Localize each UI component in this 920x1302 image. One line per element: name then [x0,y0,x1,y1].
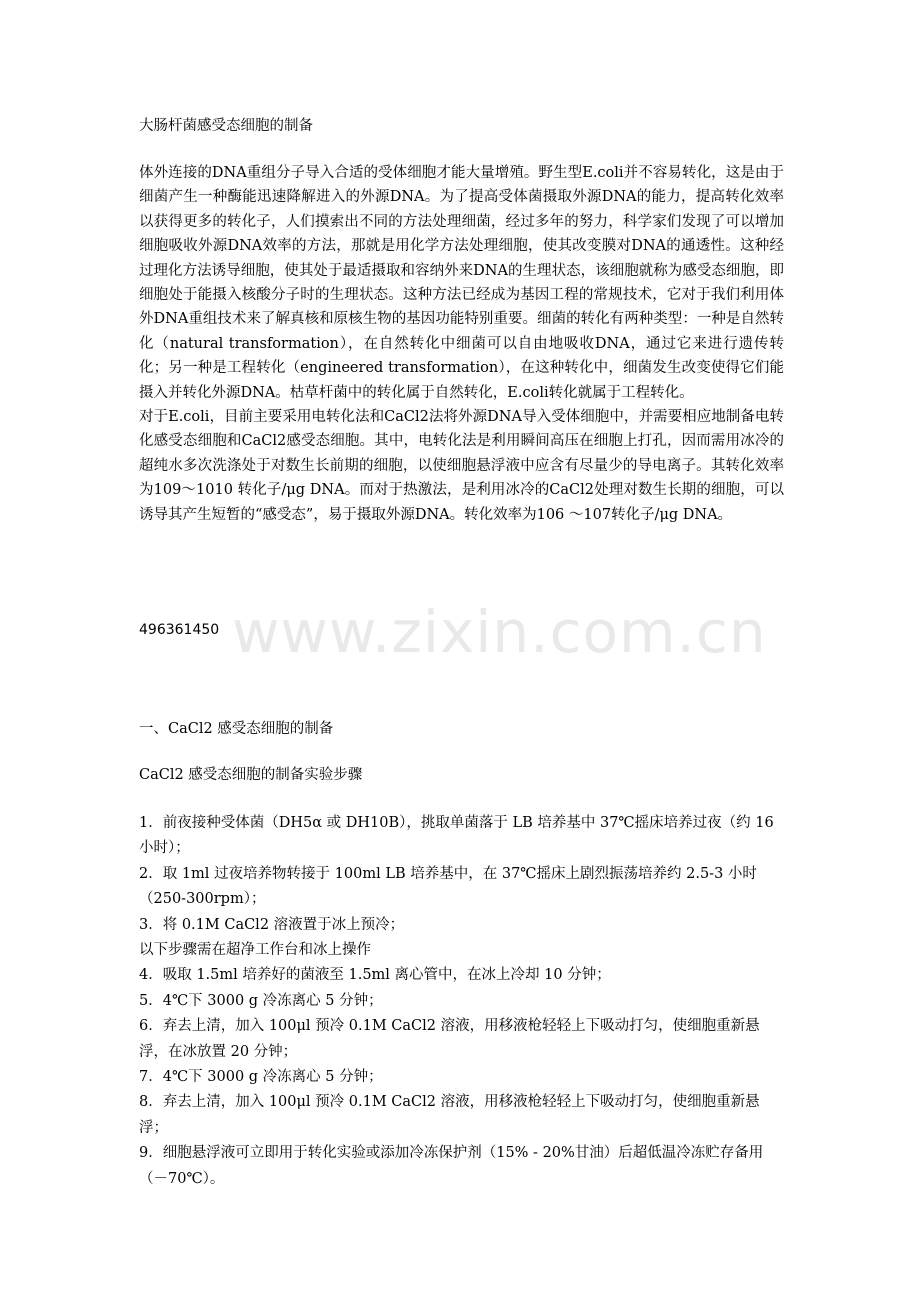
intro-paragraph-1: 体外连接的DNA重组分子导入合适的受体细胞才能大量增殖。野生型E.coli并不容易转化，这是由于细菌产生一种酶能迅速降解进入的外源DNA。为了提高受体菌摄取外源DNA的能力，提高转化效率以获得更多的转化子，人们摸索出不同的方法处理细菌，经过多年的努力，科学家们发现了可以增加细胞吸收外源DNA效率的方法，那就是用化学方法处理细胞，使其改变膜对DNA的通透性。这种经过理化方法诱导细胞，使其处于最适摄取和容纳外来DNA的生理状态，该细胞就称为感受态细胞，即细胞处于能摄入核酸分子时的生理状态。这种方法已经成为基因工程的常规技术，它对于我们利用体外DNA重组技术来了解真核和原核生物的基因功能特别重要。细菌的转化有两种类型：一种是自然转化（natural transformation），在自然转化中细菌可以自由地吸收DNA，通过它来进行遗传转化；另一种是工程转化（engineered transformation），在这种转化中，细菌发生改变使得它们能摄入并转化外源DNA。枯草杆菌中的转化属于自然转化，E.coli转化就属于工程转化。 [139,165,784,401]
intro-paragraph-2: 对于E.coli，目前主要采用电转化法和CaCl2法将外源DNA导入受体细胞中，并需要相应地制备电转化感受态细胞和CaCl2感受态细胞。其中，电转化法是利用瞬间高压在细胞上打孔，因而需用冰冷的超纯水多次洗涤处于对数生长前期的细胞，以使细胞悬浮液中应含有尽量少的导电离子。其转化效率为109～1010 转化子/μg DNA。而对于热激法，是利用冰冷的CaCl2处理对数生长期的细胞，可以诱导其产生短暂的“感受态”，易于摄取外源DNA。转化效率为106 ～107转化子/μg DNA。 [139,409,784,523]
step-note: 以下步骤需在超净工作台和冰上操作 [139,942,371,959]
section-heading: 一、CaCl2 感受态细胞的制备 [139,721,334,737]
step-8: 8．弃去上清，加入 100μl 预冷 0.1M CaCl2 溶液，用移液枪轻轻上下吸动打匀，使细胞重新悬浮； [139,1094,760,1136]
watermark-text: www.zixin.com.cn [232,598,767,666]
step-1: 1．前夜接种受体菌（DH5α 或 DH10B），挑取单菌落于 LB 培养基中 37℃摇床培养过夜（约 16 小时）； [139,815,774,857]
step-6: 6．弃去上清，加入 100μl 预冷 0.1M CaCl2 溶液，用移液枪轻轻上下吸动打匀，使细胞重新悬浮，在冰放置 20 分钟； [139,1018,760,1060]
page-title: 大肠杆菌感受态细胞的制备 [139,118,313,134]
step-4: 4．吸取 1.5ml 培养好的菌液至 1.5ml 离心管中，在冰上冷却 10 分钟； [139,967,611,984]
steps-list [139,811,784,1192]
step-3: 3．将 0.1M CaCl2 溶液置于冰上预冷； [139,916,405,933]
step-7: 7．4℃下 3000 g 冷冻离心 5 分钟； [139,1069,383,1086]
intro-section [139,161,784,527]
step-9: 9．细胞悬浮液可立即用于转化实验或添加冷冻保护剂（15% - 20%甘油）后超低温冷冻贮存备用（－70℃）。 [139,1145,764,1187]
step-2: 2．取 1ml 过夜培养物转接于 100ml LB 培养基中，在 37℃摇床上剧烈振荡培养约 2.5-3 小时（250-300rpm）； [139,865,757,908]
document-id: 496361450 [139,622,220,638]
step-5: 5．4℃下 3000 g 冷冻离心 5 分钟； [139,992,383,1009]
steps-subheading: CaCl2 感受态细胞的制备实验步骤 [139,767,363,783]
